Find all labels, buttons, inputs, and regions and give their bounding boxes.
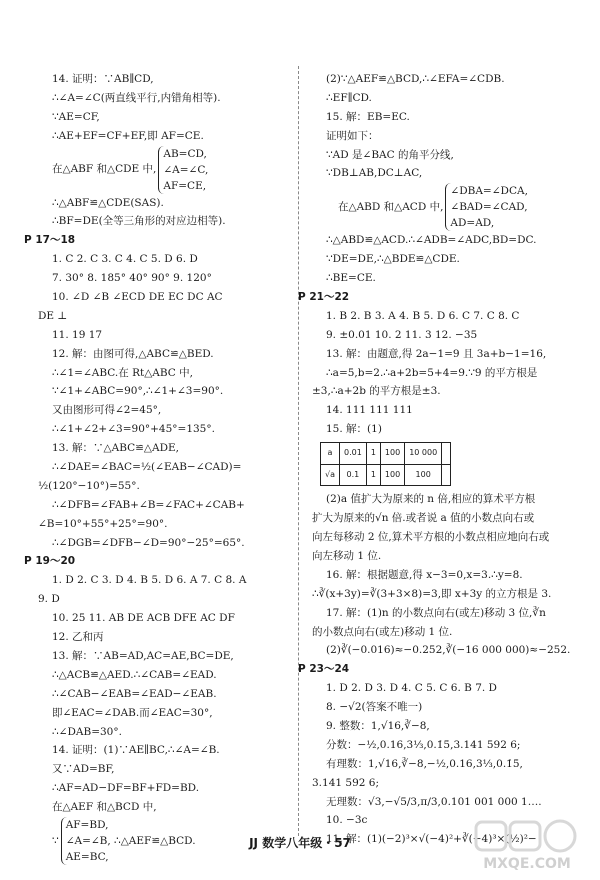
- line-text: 10. ∠D ∠B ∠ECD DE EC DC AC: [52, 291, 223, 304]
- table-cell: [442, 464, 451, 486]
- line-text: 13. 解：∵AB=AD,AC=AE,BC=DE,: [52, 649, 234, 662]
- left-line: [38, 458, 286, 477]
- line-text: P 17～18: [24, 234, 76, 247]
- line-text: ∴∠DGB=∠DFB−∠D=90°−25°=65°.: [52, 536, 245, 549]
- brace-line: ∠BAD=∠CAD,: [450, 201, 528, 214]
- brace-group: [445, 183, 527, 231]
- right-line: [312, 623, 570, 642]
- line-text: 向左每移动 2 位,算术平方根的小数点相应地向右或: [312, 531, 550, 544]
- line-text: 的小数点向右(或左)移动 1 位.: [312, 625, 453, 638]
- line-text: 无理数：√3,−√5/3,π/3,0.101 001 000 1….: [326, 795, 542, 808]
- line-text: 7. 30° 8. 185° 40° 90° 9. 120°: [52, 272, 212, 285]
- right-column: [298, 70, 571, 849]
- watermark-text: MXQE.COM: [483, 856, 571, 872]
- left-line: [38, 590, 286, 609]
- line-text: 16. 解：根据题意,得 x−3=0,x=3.∴y=8.: [326, 568, 523, 581]
- left-line: [38, 477, 286, 496]
- left-line: [38, 345, 286, 364]
- line-text: 证明如下：: [326, 129, 379, 142]
- brace-intro: 在△ABD 和△ACD 中,: [338, 201, 444, 214]
- right-line: [312, 528, 570, 547]
- left-line: [24, 231, 286, 250]
- line-text: ∵DE=DE,∴△BDE≌△CDE.: [326, 253, 460, 266]
- line-text: ∵DB⊥AB,DC⊥AC,: [326, 167, 423, 180]
- right-line: [312, 250, 570, 269]
- right-line: [312, 793, 570, 812]
- left-line: [38, 146, 286, 194]
- line-text: ∴BF=DE(全等三角形的对应边相等).: [52, 215, 226, 228]
- right-line: [312, 231, 570, 250]
- right-line: [312, 717, 570, 736]
- right-line: [312, 326, 570, 345]
- left-line: [38, 666, 286, 685]
- right-line: [312, 509, 570, 528]
- left-line: [38, 571, 286, 590]
- line-text: 9. 整数：1,√16,∛−8,: [326, 720, 430, 733]
- line-text: P 21～22: [298, 291, 350, 304]
- line-text: 在△AEF 和△BCD 中,: [52, 801, 157, 814]
- right-line: [298, 288, 570, 307]
- line-text: ∴∠CAB−∠EAB=∠EAD−∠EAB.: [52, 687, 217, 700]
- right-line: [312, 679, 570, 698]
- line-text: DE ⊥: [38, 309, 68, 322]
- table-cell: 0.01: [340, 443, 367, 465]
- line-text: (2)a 值扩大为原来的 n 倍,相应的算术平方根: [326, 493, 536, 506]
- left-line: [38, 534, 286, 553]
- table-cell: 1: [366, 464, 380, 486]
- line-text: (2)∵△AEF≌△BCD,∴∠EFA=∠CDB.: [326, 73, 505, 85]
- page-footer: JJ 数学八年级・57: [249, 836, 351, 850]
- line-text: 14. 111 111 111: [326, 404, 413, 417]
- table-cell: 0.1: [340, 464, 367, 486]
- line-text: ∴BE=CE.: [326, 272, 376, 285]
- line-text: ∴△ABF≌△CDE(SAS).: [52, 196, 164, 209]
- table-cell: [442, 443, 451, 465]
- line-text: 15. 解：(1): [326, 423, 382, 436]
- left-line: [38, 798, 286, 817]
- line-text: P 19～20: [24, 555, 76, 568]
- right-line: [312, 585, 570, 604]
- line-text: ∴∠DAE=∠BAC=½(∠EAB−∠CAD)=: [52, 461, 242, 474]
- right-line: [312, 164, 570, 183]
- line-text: 又∵AD=BF,: [52, 763, 115, 776]
- line-text: ∴∛(x+3y)=∛(3+3×8)=3,即 x+3y 的立方根是 3.: [312, 587, 552, 600]
- table-cell: √a: [321, 464, 340, 486]
- right-line: [312, 401, 570, 420]
- right-line: [312, 146, 570, 165]
- brace-line: AF=CE,: [163, 179, 207, 192]
- line-text: ∴∠DFB=∠FAB+∠B=∠FAC+∠CAB+: [52, 498, 245, 511]
- brace-line: ∠DBA=∠DCA,: [450, 185, 528, 198]
- line-text: ∴∠A=∠C(两直线平行,内错角相等).: [52, 91, 221, 104]
- line-text: ∵: [52, 834, 59, 847]
- left-line: [38, 194, 286, 213]
- right-line: [312, 70, 570, 89]
- line-text: 即∠EAC=∠DAB.而∠EAC=30°,: [52, 706, 213, 719]
- right-line: [312, 364, 570, 383]
- left-line: [38, 127, 286, 146]
- line-text: 14. 证明：(1)∵AE∥BC,∴∠A=∠B.: [52, 744, 220, 757]
- line-text: 13. 解：由题意,得 2a−1=9 且 3a+b−1=16,: [326, 347, 547, 360]
- line-text: ∴AE+EF=CF+EF,即 AF=CE.: [52, 129, 204, 142]
- left-line: [38, 250, 286, 269]
- table-cell: 100: [380, 464, 404, 486]
- right-line: [312, 89, 570, 108]
- column-divider: [298, 66, 299, 836]
- brace-line: AF=BD,: [65, 818, 109, 831]
- line-text: ∴∠1+∠2+∠3=90°+45°=135°.: [52, 423, 215, 436]
- right-block-1: [298, 70, 570, 439]
- line-text: 又由图形可得∠2=45°,: [52, 404, 162, 417]
- left-line: [38, 364, 286, 383]
- right-line: [312, 183, 570, 231]
- left-line: [38, 723, 286, 742]
- right-line: [312, 566, 570, 585]
- left-line: [38, 382, 286, 401]
- line-text: ∴EF∥CD.: [326, 91, 372, 104]
- line-text: 12. 乙和丙: [52, 631, 104, 644]
- right-line: [312, 774, 570, 793]
- left-line: [38, 609, 286, 628]
- line-text: ∴a=5,b=2.∴a+2b=5+4=9.∵9 的平方根是: [326, 366, 538, 379]
- table-cell: a: [321, 443, 340, 465]
- left-line: [38, 420, 286, 439]
- table-cell: 100: [405, 464, 442, 486]
- line-text: ∠B=10°+55°+25°=90°.: [38, 517, 168, 530]
- line-text: 1. C 2. C 3. C 4. C 5. D 6. D: [52, 253, 198, 266]
- table-cell: 10 000: [405, 443, 442, 465]
- brace-group: [158, 146, 208, 194]
- line-text: 1. D 2. D 3. D 4. C 5. C 6. B 7. D: [326, 682, 497, 695]
- right-line: [312, 641, 570, 660]
- brace-line: AB=CD,: [163, 147, 207, 160]
- line-text: (2)∛(−0.016)≈−0.252,∛(−16 000 000)≈−252.: [326, 644, 571, 657]
- line-text: 分数：−½,0.16,3⅓,0.1̇5̇,3.141 592 6;: [326, 738, 521, 751]
- right-line: [312, 490, 570, 509]
- left-line: [24, 552, 286, 571]
- left-line: [38, 89, 286, 108]
- left-line: [38, 779, 286, 798]
- line-text: 8. −√2(答案不唯一): [326, 701, 423, 714]
- brace-line: ∠A=∠B, ∴△AEF≌△BCD.: [65, 834, 196, 847]
- line-text: ∵∠1+∠ABC=90°,∴∠1+∠3=90°.: [52, 385, 224, 398]
- right-line: [312, 307, 570, 326]
- left-line: [38, 108, 286, 127]
- line-text: ±3,∴a+2b 的平方根是±3.: [312, 385, 441, 398]
- line-text: 17. 解：(1)n 的小数点向右(或左)移动 3 位,∛n: [326, 606, 546, 619]
- table-cell: 100: [380, 443, 404, 465]
- left-line: [38, 628, 286, 647]
- left-line: [38, 496, 286, 515]
- line-text: ½(120°−10°)=55°.: [38, 479, 140, 492]
- table-row: [321, 464, 451, 486]
- line-text: 14. 证明：∵AB∥CD,: [52, 73, 154, 85]
- line-text: 15. 解：EB=EC.: [326, 110, 410, 123]
- line-text: 1. B 2. B 3. A 4. B 5. D 6. C 7. C 8. C: [326, 309, 520, 322]
- line-text: ∴AF=AD−DF=BF+FD=BD.: [52, 782, 200, 795]
- line-text: 13. 解：∵△ABC≌△ADE,: [52, 442, 180, 455]
- brace-line: AD=AD,: [450, 217, 495, 230]
- right-line: [298, 660, 570, 679]
- right-line: [312, 269, 570, 288]
- left-line: [38, 269, 286, 288]
- left-line: [38, 307, 286, 326]
- brace-line: ∠A=∠C,: [163, 163, 209, 176]
- sqrt-table: [320, 442, 451, 486]
- right-line: [312, 698, 570, 717]
- right-line: [312, 382, 570, 401]
- line-text: 10. 25 11. AB DE ACB DFE AC DF: [52, 612, 235, 625]
- left-line: [38, 760, 286, 779]
- left-line: [38, 70, 286, 89]
- line-text: ∵AD 是∠BAC 的角平分线,: [326, 148, 454, 161]
- right-line: [312, 736, 570, 755]
- right-line: [312, 108, 570, 127]
- table-row: [321, 443, 451, 465]
- line-text: 12. 解：由图可得,△ABC≌△BED.: [52, 347, 214, 360]
- line-text: ∵AE=CF,: [52, 110, 100, 123]
- left-column: [24, 70, 286, 865]
- line-text: 11. 解：(1)(−2)³×√(−4)²+∛(−4)³×(½)²−: [326, 833, 537, 846]
- line-text: 向左移动 1 位.: [312, 550, 382, 562]
- line-text: ∴△ABD≌△ACD.∴∠ADB=∠ADC,BD=DC.: [326, 234, 537, 247]
- left-line: [38, 288, 286, 307]
- line-text: 扩大为原来的√n 倍.或者说 a 值的小数点向右或: [312, 512, 535, 525]
- line-text: ∴∠DAB=30°.: [52, 725, 122, 738]
- left-line: [38, 704, 286, 723]
- watermark-logo: [472, 818, 582, 874]
- right-line: [312, 345, 570, 364]
- left-line: [38, 212, 286, 231]
- line-text: 9. ±0.01 10. 2 11. 3 12. −35: [326, 328, 478, 341]
- line-text: 在△ABF 和△CDE 中,: [52, 163, 157, 176]
- line-text: ∴△ACB≌△AED.∴∠CAB=∠EAD.: [52, 668, 217, 681]
- left-line: [38, 685, 286, 704]
- left-line: [38, 647, 286, 666]
- brace-line: AE=BC,: [65, 850, 109, 863]
- right-line: [312, 420, 570, 439]
- line-text: 10. −3c: [326, 814, 368, 827]
- right-line: [312, 547, 570, 566]
- right-block-2: [298, 490, 571, 849]
- line-text: ∴∠1=∠ABC.在 Rt△ABC 中,: [52, 366, 193, 379]
- right-line: [312, 604, 570, 623]
- left-line: [38, 515, 286, 534]
- right-line: [312, 755, 570, 774]
- line-text: P 23～24: [298, 663, 350, 676]
- line-text: 11. 19 17: [52, 328, 103, 341]
- left-line: [38, 326, 286, 345]
- line-text: 9. D: [38, 593, 60, 606]
- line-text: 3.141 592 6;: [312, 776, 379, 789]
- right-line: [312, 127, 570, 146]
- left-line: [38, 741, 286, 760]
- line-text: 有理数：1,√16,∛−8,−½,0.16,3⅓,0.1̇5̇,: [326, 757, 523, 770]
- left-line: [38, 439, 286, 458]
- line-text: 1. D 2. C 3. D 4. B 5. D 6. A 7. C 8. A: [52, 574, 247, 587]
- left-line: [38, 401, 286, 420]
- table-cell: 1: [366, 443, 380, 465]
